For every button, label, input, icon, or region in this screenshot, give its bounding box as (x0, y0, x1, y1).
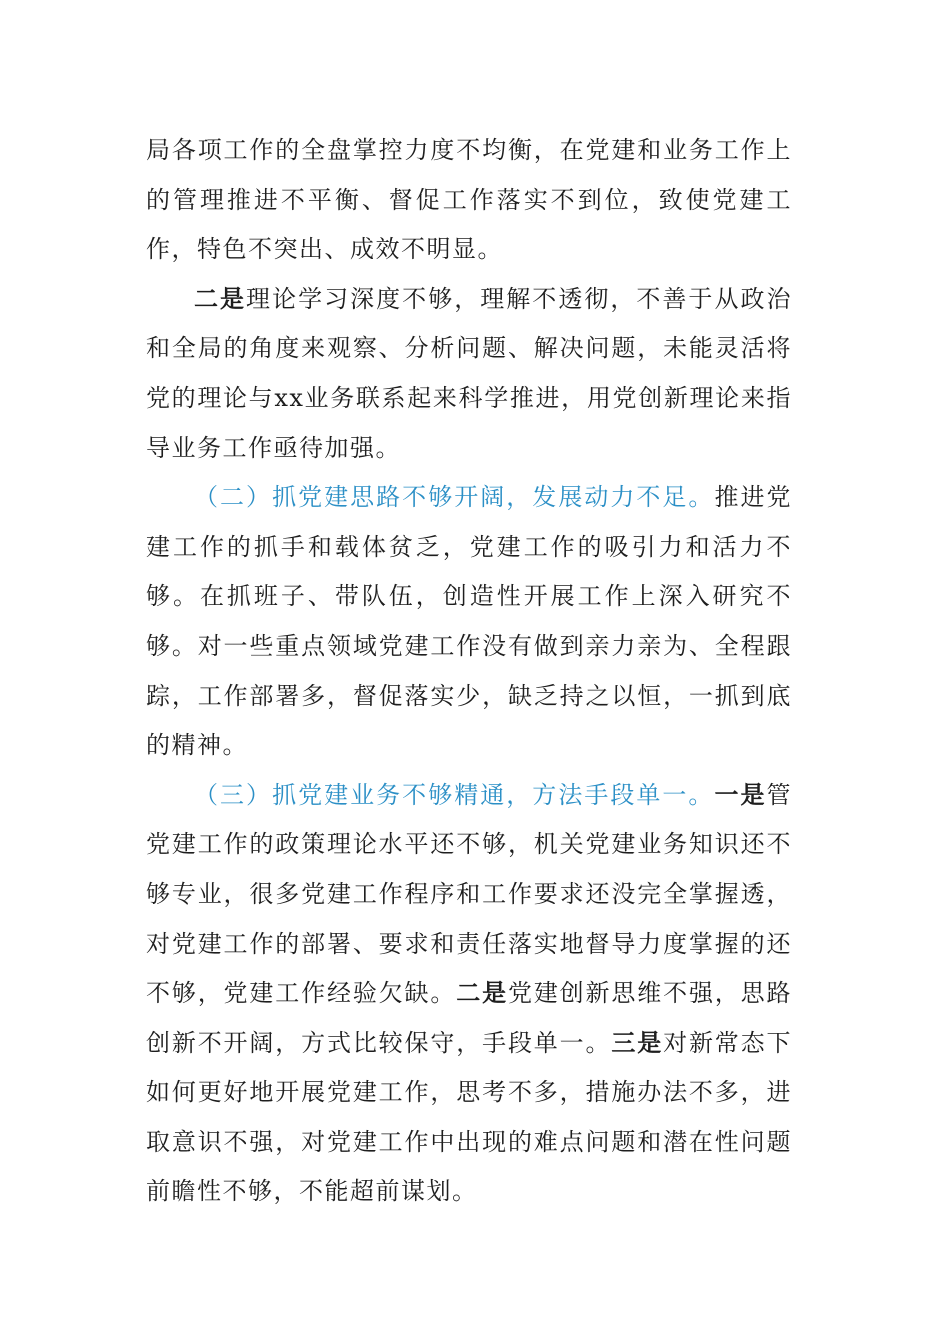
paragraph-1 (146, 126, 792, 275)
paragraph-4 (146, 771, 792, 1217)
paragraph-2-lead: 二是 (194, 284, 247, 313)
paragraph-4-lead-1: 一是 (714, 780, 767, 809)
paragraph-2 (146, 275, 792, 473)
paragraph-2-text: 理论学习深度不够，理解不透彻，不善于从政治和全局的角度来观察、分析问题、解决问题，未能灵活将党的理论与xx业务联系起来科学推进，用党创新理论来指导业务工作亟待加强。 (146, 284, 792, 462)
section-heading-2: （二）抓党建思路不够开阔，发展动力不足。 (194, 483, 715, 512)
paragraph-4-lead-3: 三是 (611, 1028, 664, 1057)
paragraph-3 (146, 473, 792, 771)
section-heading-3: （三）抓党建业务不够精通，方法手段单一。 (194, 780, 715, 809)
paragraph-3-text: 推进党建工作的抓手和载体贫乏，党建工作的吸引力和活力不够。在抓班子、带队伍，创造性开展工作上深入研究不够。对一些重点领域党建工作没有做到亲力亲为、全程跟踪，工作部署多，督促落实少，缺乏持之以恒，一抓到底的精神。 (146, 483, 792, 760)
paragraph-4-text-1: 管党建工作的政策理论水平还不够，机关党建业务知识还不够专业，很多党建工作程序和工作要求还没完全掌握透，对党建工作的部署、要求和责任落实地督导力度掌握的还不够，党建工作经验欠缺。 (146, 780, 792, 1008)
paragraph-4-text-2: 党建创新思维不强，思路创新不开阔，方式比较保守，手段单一。 (146, 979, 793, 1057)
document-body (146, 126, 792, 1217)
paragraph-4-lead-2: 二是 (456, 979, 508, 1008)
paragraph-4-text-3: 对新常态下如何更好地开展党建工作，思考不多，措施办法不多，进取意识不强，对党建工作中出现的难点问题和潜在性问题前瞻性不够，不能超前谋划。 (146, 1028, 793, 1206)
paragraph-1-text: 局各项工作的全盘掌控力度不均衡，在党建和业务工作上的管理推进不平衡、督促工作落实不到位，致使党建工作，特色不突出、成效不明显。 (146, 136, 792, 264)
